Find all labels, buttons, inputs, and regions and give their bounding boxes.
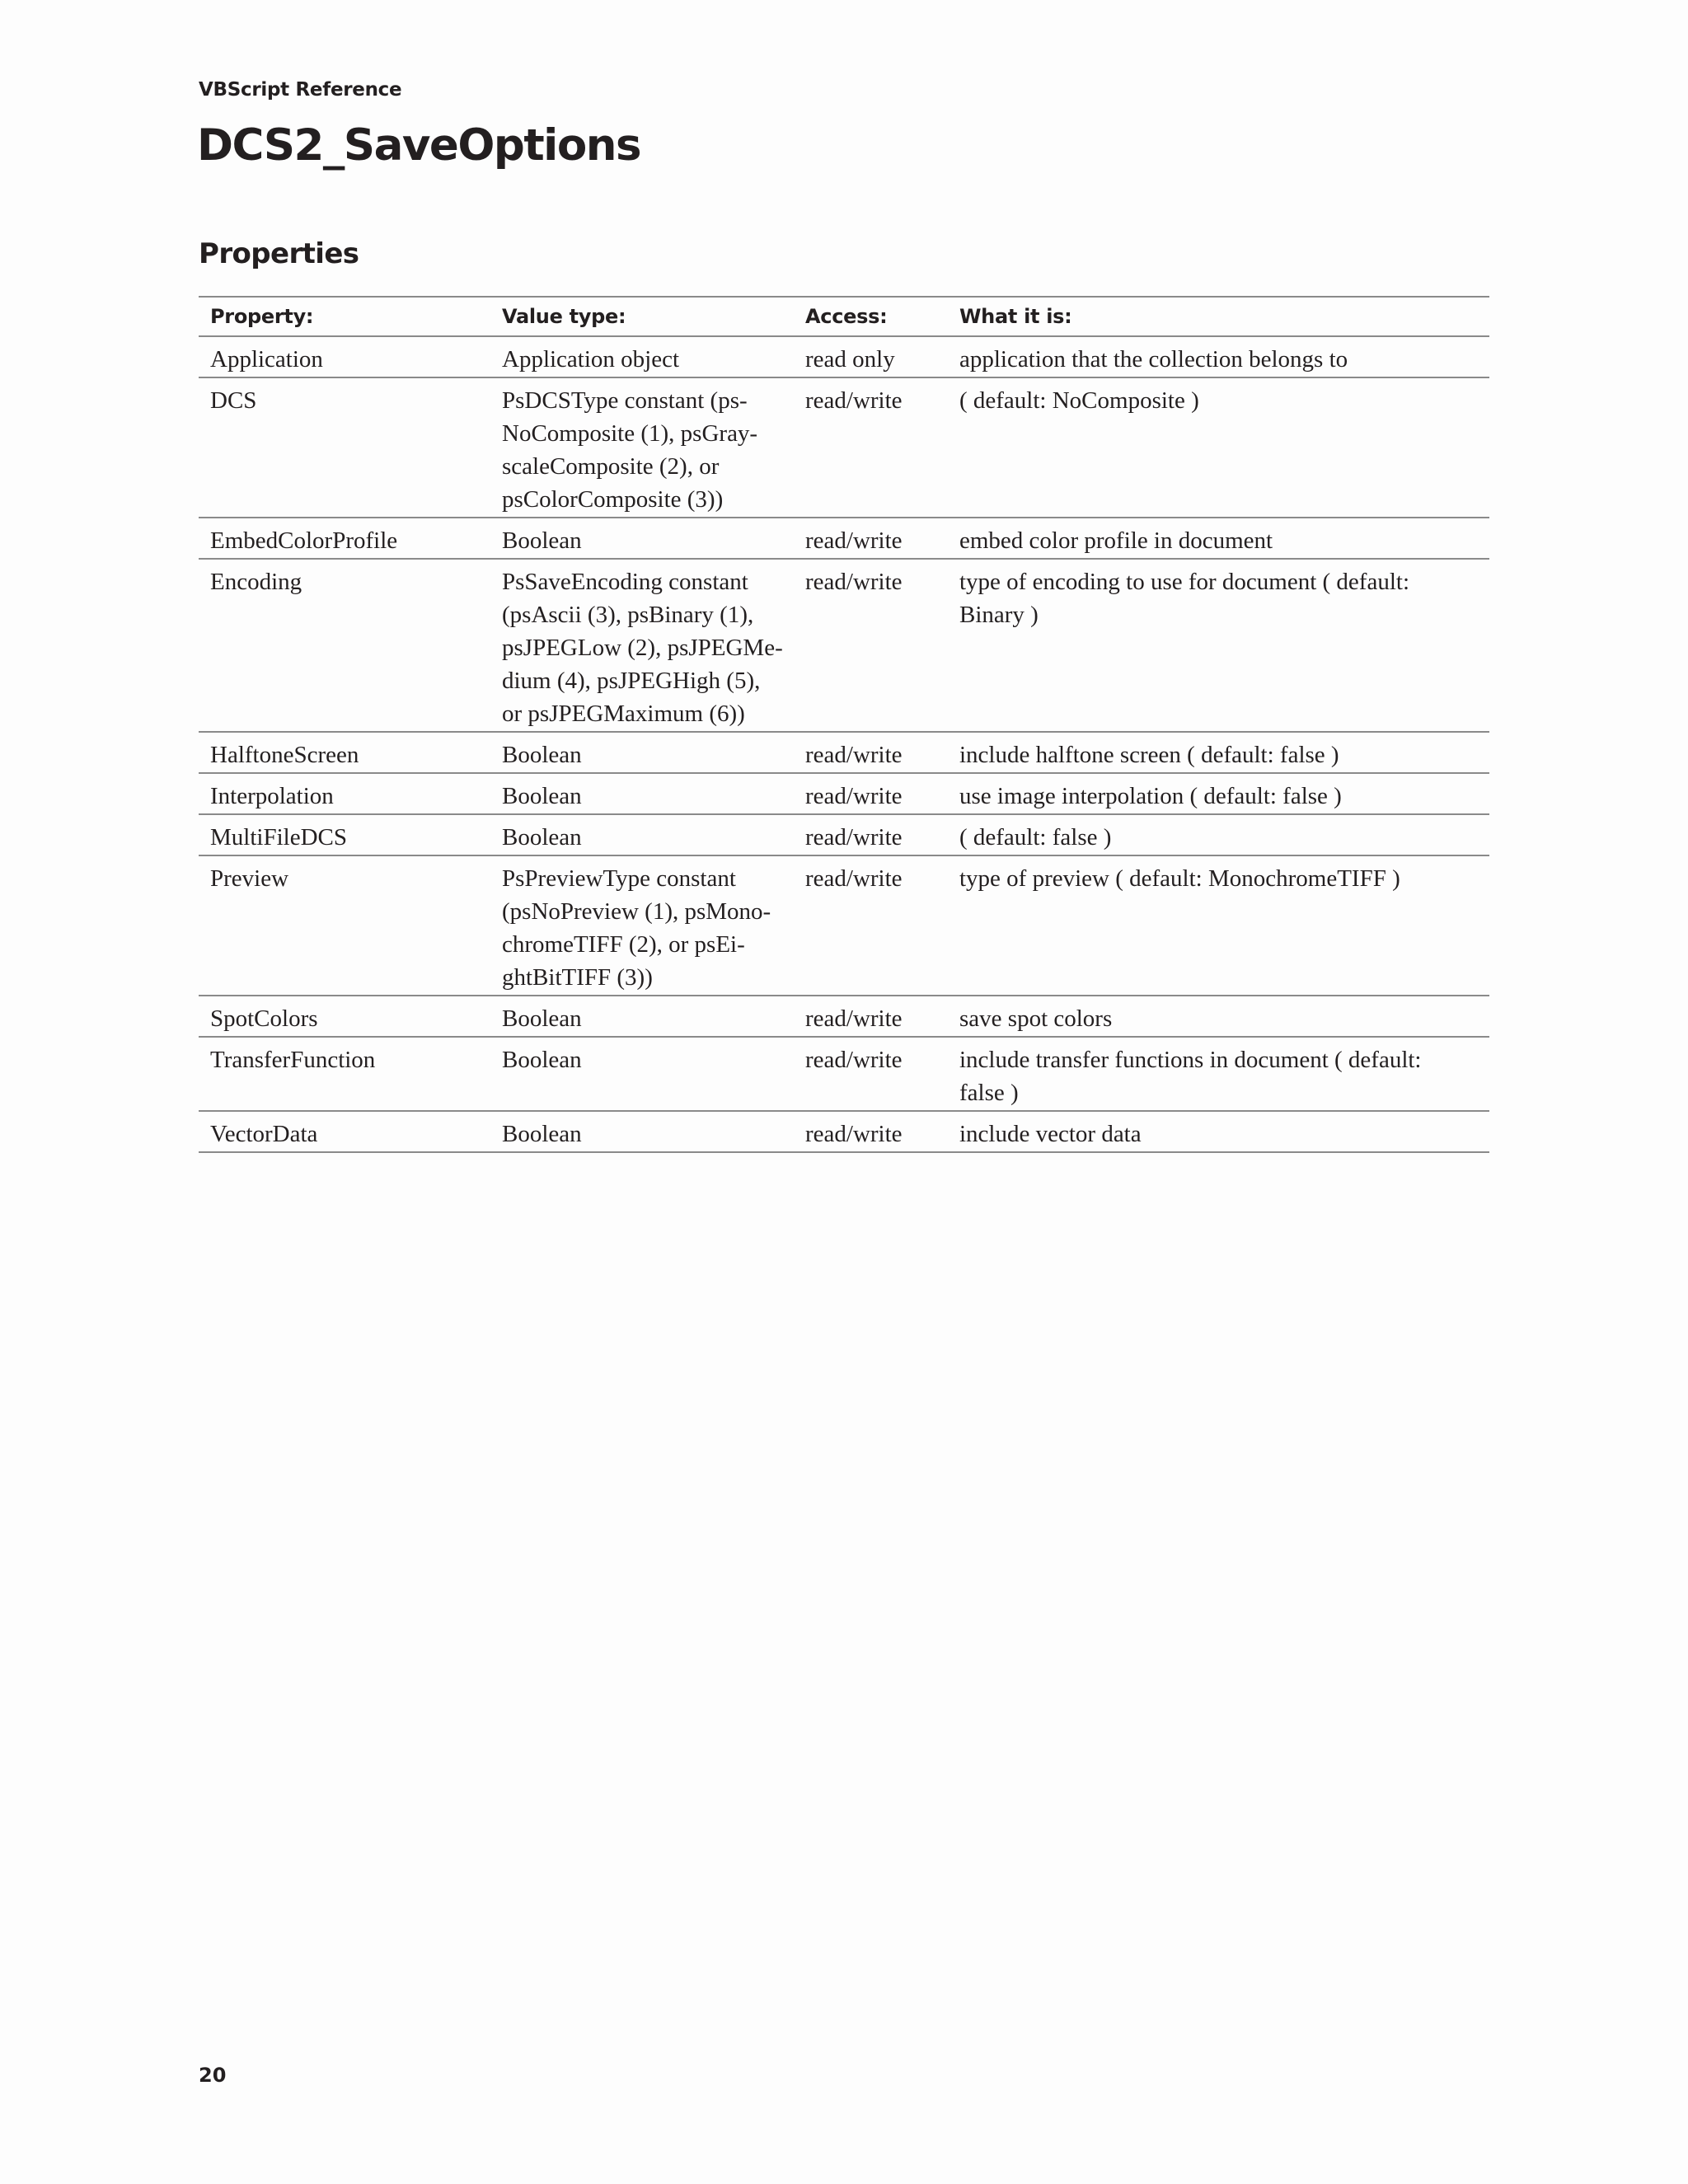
table-row <box>199 518 1489 559</box>
running-head: VBScript Reference <box>199 79 402 101</box>
cell-description: use image interpolation ( default: false ) <box>959 783 1342 809</box>
cell-property: Application <box>210 346 323 373</box>
cell-access: read/write <box>805 742 903 768</box>
cell-property: MultiFileDCS <box>210 824 347 851</box>
cell-value-type: PsSaveEncoding constant (psAscii (3), psBinary (1), psJPEGLow (2), psJPEGMe- dium (4), psJPEGHigh (5), or psJPEGMaximum (6)) <box>502 569 783 727</box>
cell-value-type: Boolean <box>502 1005 582 1032</box>
cell-value-type: Boolean <box>502 527 582 554</box>
cell-property: EmbedColorProfile <box>210 527 398 554</box>
column-header-description: What it is: <box>959 305 1072 328</box>
cell-description: include transfer functions in document ( default: false ) <box>959 1047 1422 1106</box>
cell-property: HalftoneScreen <box>210 742 359 768</box>
cell-access: read/write <box>805 527 903 554</box>
cell-value-type: PsPreviewType constant (psNoPreview (1), psMono- chromeTIFF (2), or psEi- ghtBitTIFF (3)) <box>502 865 771 991</box>
column-header-access: Access: <box>805 305 888 328</box>
cell-description: ( default: NoComposite ) <box>959 387 1199 414</box>
table-body <box>199 336 1489 1152</box>
table-row <box>199 377 1489 518</box>
table-row <box>199 996 1489 1037</box>
cell-property: TransferFunction <box>210 1047 376 1073</box>
cell-access: read/write <box>805 824 903 851</box>
cell-property: Encoding <box>210 569 302 595</box>
cell-value-type: Application object <box>502 346 680 373</box>
page-title: DCS2_SaveOptions <box>197 120 641 171</box>
cell-value-type: PsDCSType constant (ps- NoComposite (1), psGray- scaleComposite (2), or psColorComposite (3)) <box>502 387 758 513</box>
table-row <box>199 1037 1489 1111</box>
table-row <box>199 855 1489 996</box>
cell-access: read/write <box>805 783 903 809</box>
cell-value-type: Boolean <box>502 1047 582 1073</box>
cell-access: read/write <box>805 1121 903 1147</box>
cell-description: embed color profile in document <box>959 527 1273 554</box>
table-row <box>199 1111 1489 1152</box>
cell-access: read/write <box>805 865 903 892</box>
section-title: Properties <box>199 237 359 270</box>
cell-property: Interpolation <box>210 783 334 809</box>
table-row <box>199 773 1489 814</box>
cell-property: DCS <box>210 387 257 414</box>
cell-value-type: Boolean <box>502 783 582 809</box>
cell-property: Preview <box>210 865 289 892</box>
cell-description: type of preview ( default: MonochromeTIFF ) <box>959 865 1400 892</box>
cell-access: read/write <box>805 569 903 595</box>
cell-value-type: Boolean <box>502 1121 582 1147</box>
properties-table <box>199 296 1489 1153</box>
table-row <box>199 336 1489 377</box>
cell-description: ( default: false ) <box>959 824 1112 851</box>
cell-access: read/write <box>805 1005 903 1032</box>
column-header-value-type: Value type: <box>502 305 626 328</box>
cell-description: type of encoding to use for document ( default: Binary ) <box>959 569 1410 628</box>
table-header <box>199 297 1489 336</box>
cell-access: read only <box>805 346 895 373</box>
cell-access: read/write <box>805 387 903 414</box>
cell-property: VectorData <box>210 1121 318 1147</box>
cell-access: read/write <box>805 1047 903 1073</box>
cell-value-type: Boolean <box>502 824 582 851</box>
cell-description: application that the collection belongs to <box>959 346 1348 373</box>
table-row <box>199 559 1489 732</box>
cell-value-type: Boolean <box>502 742 582 768</box>
table-header-row <box>199 297 1489 336</box>
cell-property: SpotColors <box>210 1005 318 1032</box>
cell-description: save spot colors <box>959 1005 1113 1032</box>
cell-description: include halftone screen ( default: false ) <box>959 742 1339 768</box>
page-number: 20 <box>199 2064 227 2087</box>
table-row <box>199 732 1489 773</box>
cell-description: include vector data <box>959 1121 1142 1147</box>
table-row <box>199 814 1489 855</box>
column-header-property: Property: <box>210 305 314 328</box>
